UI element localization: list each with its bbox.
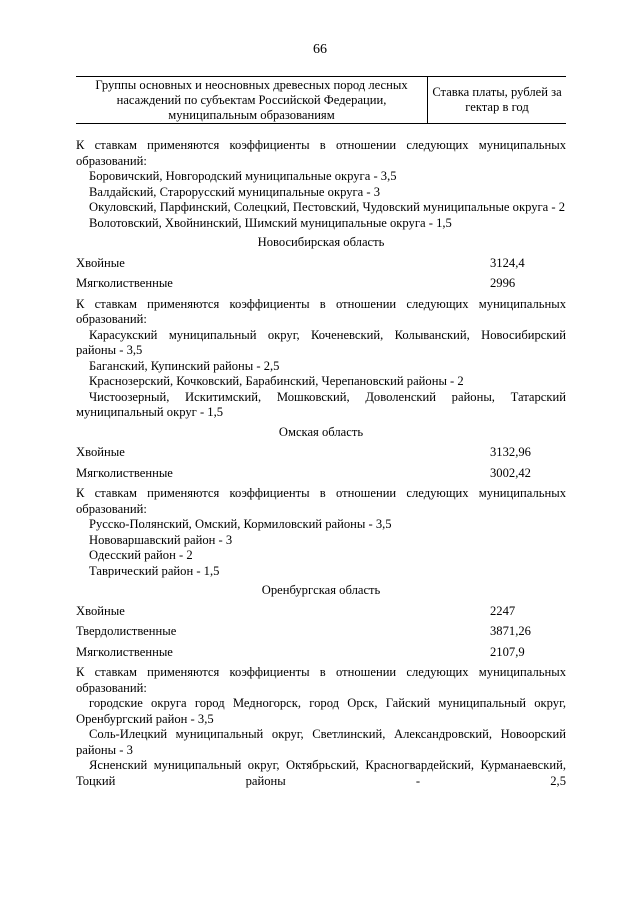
coefficients-intro: К ставкам применяются коэффициенты в отношении следующих муниципальных образований: [76,486,566,516]
table-row [76,604,566,620]
list-item: Баганский, Купинский районы - 2,5 [89,358,280,373]
table-row [76,276,566,292]
list-item: Карасукский муниципальный округ, Коченевский, Колыванский, Новосибирский районы - 3,5 [76,327,566,357]
list-item: Соль-Илецкий муниципальный округ, Светлинский, Александровский, Новоорский районы - 3 [76,727,566,757]
list-item: Окуловский, Парфинский, Солецкий, Пестовский, Чудовский муниципальные округа - 2 [89,200,566,214]
coefficients-intro: К ставкам применяются коэффициенты в отношении следующих муниципальных образований: [76,296,566,326]
list-item: Нововаршавский район - 3 [89,532,233,547]
row-value: 2996 [490,276,516,290]
list-item: Одесский район - 2 [89,548,193,562]
list-item: городские округа город Медногорск, город Орск, Гайский муниципальный округ, Оренбургский район - 3,5 [76,696,566,726]
list-item: Таврический район - 1,5 [89,563,220,578]
table-row [76,256,566,272]
row-label: Твердолиственные [76,624,177,638]
list-item: Русско-Полянский, Омский, Кормиловский районы - 3,5 [89,517,392,531]
row-label: Мягколиственные [76,465,173,480]
region-title: Оренбургская область [261,583,381,597]
row-value: 2247 [490,603,516,618]
list-item: Боровичский, Новгородский муниципальные округа - 3,5 [89,169,397,183]
region-title: Омская область [278,424,364,439]
row-value: 2107,9 [490,644,525,659]
table-row [76,466,566,482]
row-label: Мягколиственные [76,644,173,659]
row-value: 3002,42 [490,465,531,480]
row-label: Хвойные [76,255,125,270]
row-value: 3132,96 [490,445,531,459]
list-item: Валдайский, Старорусский муниципальные округа - 3 [89,184,381,199]
table-row [76,645,566,661]
row-label: Хвойные [76,445,125,459]
header-col-rate: Ставка платы, рублей за гектар в год [432,85,562,114]
row-label: Хвойные [76,603,125,618]
region-title: Новосибирская область [257,235,385,249]
table-header [76,76,566,124]
row-value: 3871,26 [490,624,531,638]
table-row [76,445,566,461]
document-body [76,138,566,789]
row-value: 3124,4 [490,255,525,270]
list-item: Чистоозерный, Искитимский, Мошковский, Доволенский районы, Татарский муниципальный округ - 1,5 [76,389,566,419]
page-number: 66 [313,42,327,57]
list-item: Волотовский, Хвойнинский, Шимский муниципальные округа - 1,5 [89,215,452,230]
coefficients-intro: К ставкам применяются коэффициенты в отношении следующих муниципальных образований: [76,138,566,168]
coefficients-intro: К ставкам применяются коэффициенты в отношении следующих муниципальных образований: [76,665,566,695]
table-row [76,624,566,640]
list-item: Краснозерский, Кочковский, Барабинский, Черепановский районы - 2 [89,374,464,388]
list-item: Ясненский муниципальный округ, Октябрьский, Красногвардейский, Курманаевский, Тоцкий районы - 2,5 [76,758,566,788]
row-label: Мягколиственные [76,276,173,290]
header-col-groups: Группы основных и неосновных древесных пород лесных насаждений по субъектам Российской Федерации, муниципальным образованиям [76,77,428,123]
